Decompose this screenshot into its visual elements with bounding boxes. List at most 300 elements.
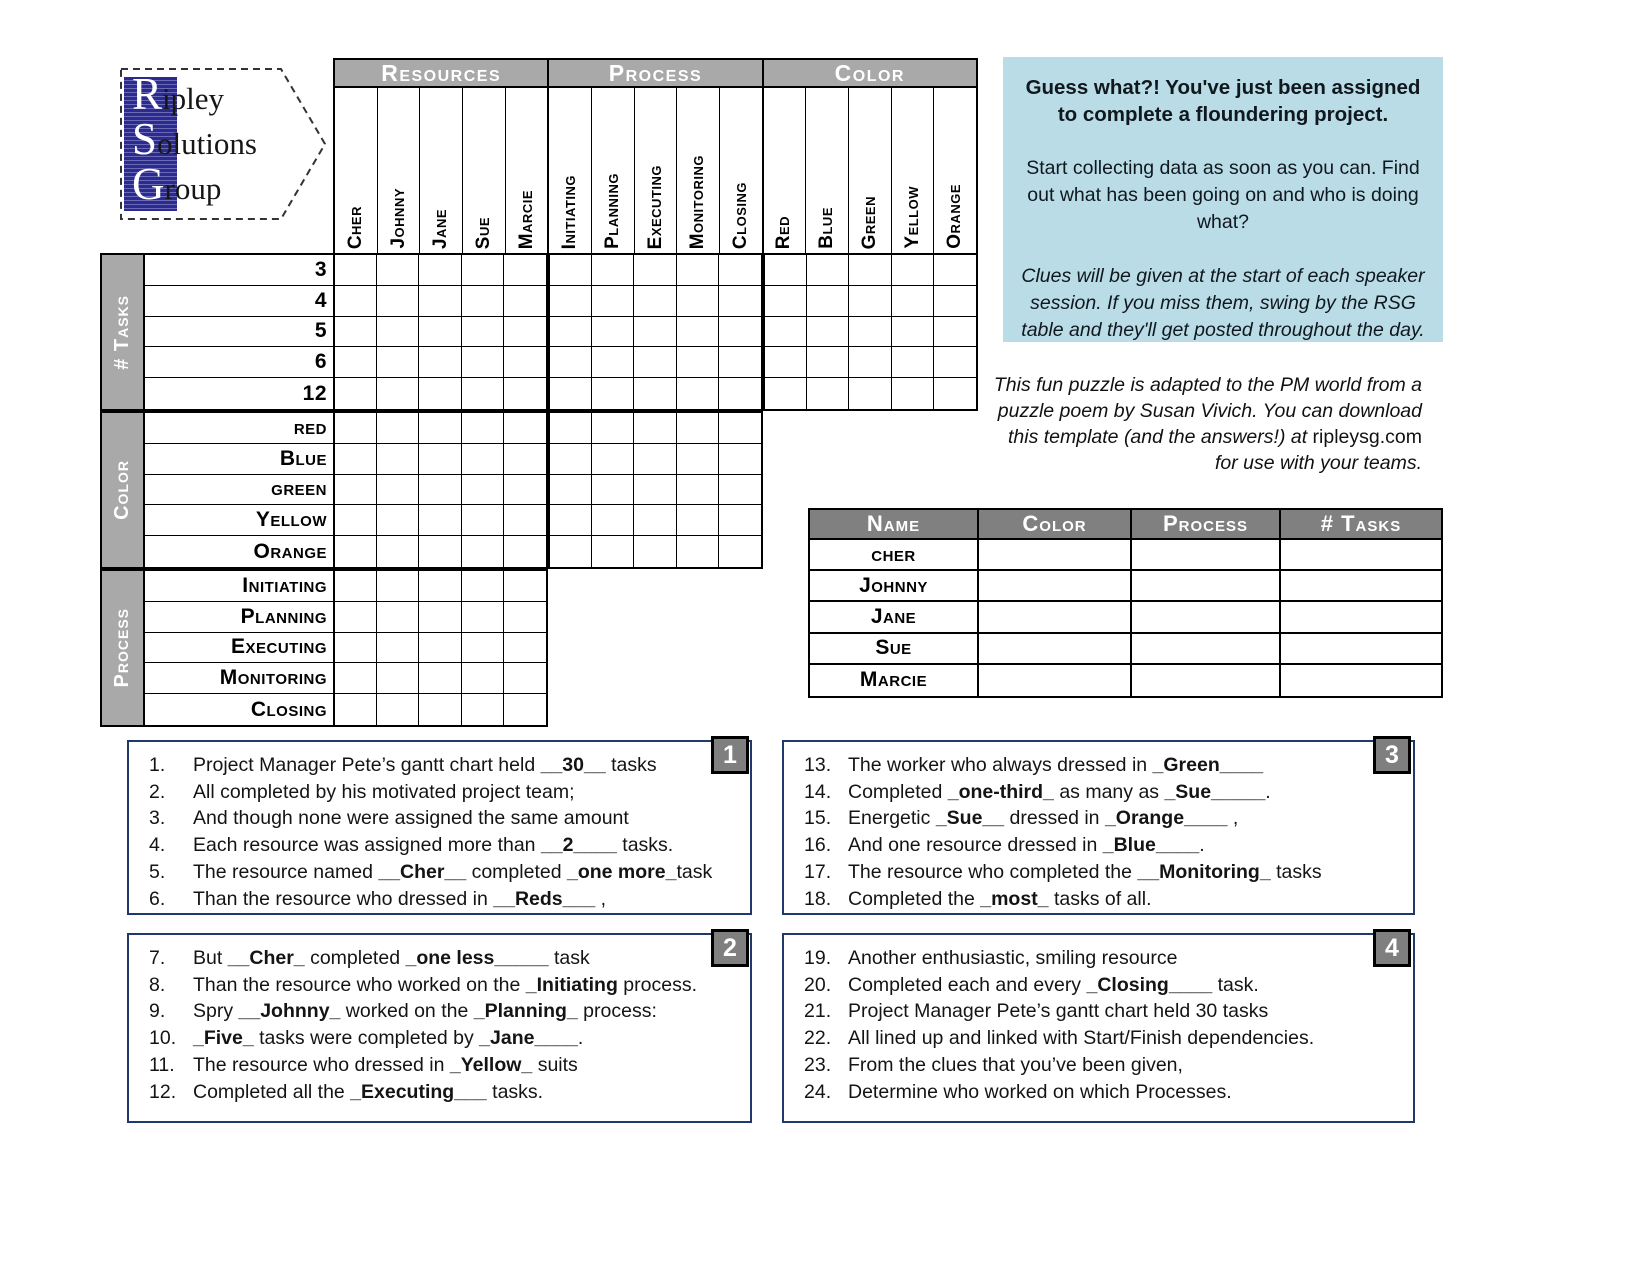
grid-cell[interactable] xyxy=(335,317,377,348)
grid-cell[interactable] xyxy=(934,347,976,378)
grid-cell[interactable] xyxy=(504,694,546,725)
grid-cell[interactable] xyxy=(335,536,377,567)
grid-cell[interactable] xyxy=(677,475,719,506)
column-label-text: Executing xyxy=(644,164,666,249)
grid-cell[interactable] xyxy=(504,536,546,567)
credit-text-before: This fun puzzle is adapted to the PM world from a puzzle poem by Susan Vivich. You can download this template (and the answers!) at xyxy=(993,374,1422,448)
clue-box-2 xyxy=(127,933,752,1123)
grid-cell[interactable] xyxy=(377,602,419,633)
grid-cell[interactable] xyxy=(807,317,849,348)
grid-cell[interactable] xyxy=(504,378,546,409)
clue-line xyxy=(804,886,1407,913)
clue-line xyxy=(804,1079,1407,1106)
grid-block xyxy=(548,411,763,569)
grid-cell[interactable] xyxy=(807,378,849,409)
grid-cell[interactable] xyxy=(677,413,719,444)
credit-note xyxy=(980,372,1422,476)
grid-cell[interactable] xyxy=(592,413,634,444)
clue-number: 20. xyxy=(804,973,832,996)
clue-text: From the clues that you’ve been given, xyxy=(848,1053,1183,1076)
column-label xyxy=(549,88,592,253)
grid-cell[interactable] xyxy=(462,571,504,602)
clue-text: Than the resource who worked on the _Initiating process. xyxy=(193,973,697,996)
grid-cell[interactable] xyxy=(504,602,546,633)
grid-cell[interactable] xyxy=(419,317,461,348)
grid-cell[interactable] xyxy=(377,505,419,536)
clue-text: And one resource dressed in _Blue____. xyxy=(848,834,1205,857)
clue-line xyxy=(804,832,1407,859)
grid-cell[interactable] xyxy=(504,633,546,664)
grid-block xyxy=(763,253,978,411)
row-labels xyxy=(145,411,333,569)
grid-cell[interactable] xyxy=(892,317,934,348)
column-label-text: Sue xyxy=(472,216,494,249)
grid-cell[interactable] xyxy=(592,444,634,475)
clue-number: 12. xyxy=(149,1080,177,1103)
clue-text: Determine who worked on which Processes. xyxy=(848,1080,1232,1103)
grid-cell[interactable] xyxy=(634,378,676,409)
answer-name: cher xyxy=(810,540,979,571)
grid-cell[interactable] xyxy=(462,602,504,633)
clue-number: 24. xyxy=(804,1080,832,1103)
grid-cell[interactable] xyxy=(377,536,419,567)
grid-cell[interactable] xyxy=(719,413,761,444)
column-label-text: Johnny xyxy=(387,188,409,249)
grid-cell[interactable] xyxy=(634,255,676,286)
column-label xyxy=(463,88,506,253)
grid-cell[interactable] xyxy=(677,505,719,536)
column-label xyxy=(720,88,762,253)
grid-cell[interactable] xyxy=(335,475,377,506)
grid-cell[interactable] xyxy=(719,378,761,409)
answer-blank-cell[interactable] xyxy=(979,602,1132,633)
grid-cell[interactable] xyxy=(335,505,377,536)
grid-cell[interactable] xyxy=(550,475,592,506)
grid-cell[interactable] xyxy=(377,571,419,602)
grid-cell[interactable] xyxy=(419,694,461,725)
grid-cell[interactable] xyxy=(504,255,546,286)
clue-text: Completed the _most_ tasks of all. xyxy=(848,887,1152,910)
grid-cell[interactable] xyxy=(765,317,807,348)
grid-cell[interactable] xyxy=(592,255,634,286)
answer-blank-cell[interactable] xyxy=(979,665,1132,696)
grid-cell[interactable] xyxy=(934,378,976,409)
grid-cell[interactable] xyxy=(462,444,504,475)
grid-cell[interactable] xyxy=(335,413,377,444)
grid-cell[interactable] xyxy=(377,413,419,444)
column-label xyxy=(764,88,807,253)
clue-text: Another enthusiastic, smiling resource xyxy=(848,947,1178,969)
grid-cell[interactable] xyxy=(462,633,504,664)
grid-cell[interactable] xyxy=(677,347,719,378)
clue-number: 3. xyxy=(149,807,166,830)
grid-cell[interactable] xyxy=(634,317,676,348)
clue-line xyxy=(149,972,744,999)
callout-heading: Guess what?! You've just been assigned to complete a floundering project. xyxy=(1025,76,1421,126)
answer-blank-cell[interactable] xyxy=(1281,634,1441,665)
grid-cell[interactable] xyxy=(377,255,419,286)
grid-cell[interactable] xyxy=(419,505,461,536)
clue-number: 8. xyxy=(149,973,166,996)
column-label xyxy=(592,88,635,253)
grid-cell[interactable] xyxy=(550,286,592,317)
grid-cell[interactable] xyxy=(419,413,461,444)
grid-cell[interactable] xyxy=(462,536,504,567)
grid-cell[interactable] xyxy=(419,475,461,506)
grid-cell[interactable] xyxy=(504,444,546,475)
clue-text: All lined up and linked with Start/Finish dependencies. xyxy=(848,1027,1315,1050)
grid-cell[interactable] xyxy=(419,378,461,409)
grid-cell[interactable] xyxy=(849,286,891,317)
row-label: Executing xyxy=(145,633,333,664)
clue-number: 6. xyxy=(149,887,166,910)
column-label xyxy=(378,88,421,253)
grid-cell[interactable] xyxy=(892,255,934,286)
clue-line xyxy=(149,832,744,859)
column-label-text: Initiating xyxy=(559,174,581,249)
clue-number: 7. xyxy=(149,947,166,969)
column-label-group xyxy=(333,88,549,253)
grid-cell[interactable] xyxy=(849,347,891,378)
column-group-header: Resources xyxy=(333,58,549,88)
column-label xyxy=(506,88,548,253)
grid-cell[interactable] xyxy=(765,255,807,286)
clue-number: 11. xyxy=(149,1053,175,1076)
grid-cell[interactable] xyxy=(719,317,761,348)
grid-cell[interactable] xyxy=(335,602,377,633)
grid-cell[interactable] xyxy=(462,475,504,506)
grid-cell[interactable] xyxy=(592,505,634,536)
clue-number: 18. xyxy=(804,887,832,910)
grid-cell[interactable] xyxy=(807,286,849,317)
grid-cell[interactable] xyxy=(934,317,976,348)
column-label-text: Planning xyxy=(601,173,623,249)
grid-cell[interactable] xyxy=(462,347,504,378)
row-group-header-text: Color xyxy=(111,460,133,520)
clue-number: 22. xyxy=(804,1027,832,1050)
clue-line xyxy=(804,805,1407,832)
clue-text: Spry __Johnny_ worked on the _Planning_ process: xyxy=(193,1000,657,1023)
grid-cell[interactable] xyxy=(592,378,634,409)
column-label-text: Green xyxy=(858,195,880,249)
grid-cell[interactable] xyxy=(677,286,719,317)
grid-block xyxy=(333,569,548,727)
grid-cell[interactable] xyxy=(634,475,676,506)
grid-cell[interactable] xyxy=(504,571,546,602)
column-label-text: Closing xyxy=(729,181,751,249)
answer-blank-cell[interactable] xyxy=(1281,602,1441,633)
row-label: Closing xyxy=(250,697,327,721)
grid-cell[interactable] xyxy=(550,444,592,475)
row-group-header-text: Process xyxy=(111,608,133,688)
grid-cell[interactable] xyxy=(719,536,761,567)
answer-blank-cell[interactable] xyxy=(1281,571,1441,602)
grid-cell[interactable] xyxy=(462,505,504,536)
grid-cell[interactable] xyxy=(892,378,934,409)
clue-line xyxy=(804,779,1407,806)
callout-body: Start collecting data as soon as you can. Find out what has been going on and who is doing what? xyxy=(1026,157,1420,233)
grid-band-tasks xyxy=(100,253,978,411)
grid-cell[interactable] xyxy=(377,378,419,409)
row-label: 4 xyxy=(145,286,333,317)
logo-word-rest: roup xyxy=(164,171,222,206)
column-label-text: Cher xyxy=(344,205,366,249)
grid-cell[interactable] xyxy=(462,255,504,286)
grid-cell[interactable] xyxy=(335,571,377,602)
clue-badge-1: 1 xyxy=(711,736,749,774)
clue-number: 1. xyxy=(149,754,166,776)
grid-cell[interactable] xyxy=(419,633,461,664)
grid-cell[interactable] xyxy=(677,536,719,567)
clue-number: 23. xyxy=(804,1053,832,1076)
grid-cell[interactable] xyxy=(719,505,761,536)
clue-number: 16. xyxy=(804,834,832,857)
callout-box xyxy=(1003,57,1443,342)
column-label-text: Orange xyxy=(944,184,966,249)
row-label: green xyxy=(145,475,333,506)
answer-name: Jane xyxy=(810,602,979,633)
column-label-text: Jane xyxy=(430,208,452,249)
grid-cell[interactable] xyxy=(462,378,504,409)
grid-cell[interactable] xyxy=(634,444,676,475)
grid-cell[interactable] xyxy=(592,317,634,348)
clue-line xyxy=(804,1025,1407,1052)
answer-blank-cell[interactable] xyxy=(1132,634,1281,665)
grid-cell[interactable] xyxy=(634,413,676,444)
grid-cell[interactable] xyxy=(377,444,419,475)
grid-cell[interactable] xyxy=(719,286,761,317)
answer-blank-cell[interactable] xyxy=(1132,665,1281,696)
grid-cell[interactable] xyxy=(765,347,807,378)
grid-cell[interactable] xyxy=(765,286,807,317)
column-label-text: Blue xyxy=(816,207,838,249)
column-label-group xyxy=(764,88,978,253)
grid-cell[interactable] xyxy=(550,347,592,378)
answer-table-header: Color xyxy=(979,510,1132,540)
clue-number: 9. xyxy=(149,1000,166,1023)
row-label: Monitoring xyxy=(145,663,333,694)
answer-blank-cell[interactable] xyxy=(1281,540,1441,571)
grid-cell[interactable] xyxy=(377,663,419,694)
row-label: Planning xyxy=(145,602,333,633)
column-label-text: Red xyxy=(773,215,795,249)
grid-cell[interactable] xyxy=(335,255,377,286)
row-label: Initiating xyxy=(145,571,333,602)
grid-cell[interactable] xyxy=(719,444,761,475)
column-label xyxy=(806,88,849,253)
grid-cell[interactable] xyxy=(934,286,976,317)
grid-cell[interactable] xyxy=(462,286,504,317)
grid-column-group-bar xyxy=(333,58,978,88)
grid-cell[interactable] xyxy=(892,347,934,378)
row-label: Yellow xyxy=(145,505,333,536)
grid-cell[interactable] xyxy=(592,475,634,506)
grid-cell[interactable] xyxy=(419,286,461,317)
answer-table-header: Name xyxy=(810,510,979,540)
callout-italic-note: Clues will be given at the start of each speaker session. If you miss them, swing by the RSG table and they'll get posted throughout the day. xyxy=(1021,265,1425,341)
row-label: Orange xyxy=(253,539,327,563)
grid-cell[interactable] xyxy=(504,663,546,694)
grid-cell[interactable] xyxy=(335,663,377,694)
grid-cell[interactable] xyxy=(419,347,461,378)
column-group-header: Process xyxy=(549,58,763,88)
grid-cell[interactable] xyxy=(550,505,592,536)
clue-number: 17. xyxy=(804,860,832,883)
clue-line xyxy=(149,1025,744,1052)
grid-cell[interactable] xyxy=(377,475,419,506)
answer-table-header: # Tasks xyxy=(1281,510,1441,540)
grid-cell[interactable] xyxy=(504,286,546,317)
logo-word-rest: olutions xyxy=(157,126,257,161)
clue-text: Energetic _Sue__ dressed in _Orange____ , xyxy=(848,807,1239,830)
grid-cell[interactable] xyxy=(377,286,419,317)
row-group-header xyxy=(100,411,145,569)
column-label-text: Marcie xyxy=(515,189,537,249)
clue-text: Project Manager Pete’s gantt chart held __30__ tasks xyxy=(193,754,657,776)
clue-text: _Five_ tasks were completed by _Jane____. xyxy=(193,1027,584,1050)
answer-blank-cell[interactable] xyxy=(979,571,1132,602)
rsg-logo xyxy=(118,66,330,222)
grid-cell[interactable] xyxy=(849,378,891,409)
grid-cell[interactable] xyxy=(462,694,504,725)
grid-cell[interactable] xyxy=(504,505,546,536)
grid-cell[interactable] xyxy=(419,536,461,567)
logo-word-rest: ipley xyxy=(162,81,225,116)
grid-cell[interactable] xyxy=(592,347,634,378)
answer-blank-cell[interactable] xyxy=(1132,540,1281,571)
grid-cell[interactable] xyxy=(335,444,377,475)
grid-cell[interactable] xyxy=(550,378,592,409)
grid-cell[interactable] xyxy=(934,255,976,286)
grid-cell[interactable] xyxy=(550,413,592,444)
grid-cell[interactable] xyxy=(462,413,504,444)
grid-cell[interactable] xyxy=(719,255,761,286)
grid-cell[interactable] xyxy=(765,378,807,409)
clue-line xyxy=(804,972,1407,999)
grid-cell[interactable] xyxy=(335,378,377,409)
grid-cell[interactable] xyxy=(592,536,634,567)
clue-number: 2. xyxy=(149,780,166,803)
grid-cell[interactable] xyxy=(550,536,592,567)
answer-name: Sue xyxy=(810,634,979,665)
clue-text: And though none were assigned the same amount xyxy=(193,807,629,830)
grid-cell[interactable] xyxy=(462,663,504,694)
clue-line xyxy=(804,752,1407,779)
grid-cell[interactable] xyxy=(419,444,461,475)
grid-cell[interactable] xyxy=(335,633,377,664)
grid-cell[interactable] xyxy=(592,286,634,317)
grid-cell[interactable] xyxy=(677,378,719,409)
clue-text: Completed _one-third_ as many as _Sue_____. xyxy=(848,780,1271,803)
grid-cell[interactable] xyxy=(504,475,546,506)
grid-cell[interactable] xyxy=(849,317,891,348)
clue-box-3 xyxy=(782,740,1415,915)
row-label: red xyxy=(145,413,333,444)
clue-number: 13. xyxy=(804,754,832,776)
grid-cell[interactable] xyxy=(377,347,419,378)
grid-cell[interactable] xyxy=(377,694,419,725)
grid-cell[interactable] xyxy=(634,347,676,378)
clue-number: 5. xyxy=(149,860,166,883)
grid-block xyxy=(548,253,763,411)
grid-cell[interactable] xyxy=(634,536,676,567)
clue-line xyxy=(149,779,744,806)
column-label-text: Yellow xyxy=(901,186,923,249)
clue-badge-3: 3 xyxy=(1373,736,1411,774)
clue-badge-4: 4 xyxy=(1373,929,1411,967)
answer-blank-cell[interactable] xyxy=(1132,571,1281,602)
grid-cell[interactable] xyxy=(462,317,504,348)
grid-cell[interactable] xyxy=(419,602,461,633)
grid-cell[interactable] xyxy=(504,347,546,378)
answer-name: Marcie xyxy=(810,665,979,696)
grid-block xyxy=(333,253,548,411)
column-label xyxy=(849,88,892,253)
grid-cell[interactable] xyxy=(550,317,592,348)
grid-cell[interactable] xyxy=(719,475,761,506)
grid-cell[interactable] xyxy=(377,633,419,664)
grid-cell[interactable] xyxy=(335,347,377,378)
grid-cell[interactable] xyxy=(892,286,934,317)
column-label xyxy=(635,88,678,253)
clue-number: 19. xyxy=(804,947,832,969)
row-label: 6 xyxy=(145,347,333,378)
clue-line xyxy=(149,886,744,913)
grid-cell[interactable] xyxy=(807,255,849,286)
row-labels xyxy=(145,569,333,727)
grid-cell[interactable] xyxy=(677,317,719,348)
clue-number: 10. xyxy=(149,1027,177,1050)
column-group-header: Color xyxy=(764,58,978,88)
credit-site-link[interactable]: ripleysg.com xyxy=(1312,426,1422,448)
clue-number: 4. xyxy=(149,834,166,857)
row-group-header xyxy=(100,253,145,411)
grid-cell[interactable] xyxy=(377,317,419,348)
grid-cell[interactable] xyxy=(634,505,676,536)
grid-cell[interactable] xyxy=(677,255,719,286)
grid-cell[interactable] xyxy=(550,255,592,286)
logo-initial: S xyxy=(132,114,158,164)
grid-cell[interactable] xyxy=(634,286,676,317)
grid-cell[interactable] xyxy=(419,663,461,694)
grid-cell[interactable] xyxy=(504,413,546,444)
answer-blank-cell[interactable] xyxy=(1132,602,1281,633)
grid-cell[interactable] xyxy=(677,444,719,475)
answer-blank-cell[interactable] xyxy=(979,634,1132,665)
clue-text: The resource who dressed in _Yellow_ suits xyxy=(193,1053,578,1076)
answer-blank-cell[interactable] xyxy=(979,540,1132,571)
grid-cell[interactable] xyxy=(504,317,546,348)
answer-table-header: Process xyxy=(1132,510,1281,540)
clue-line xyxy=(149,1079,744,1106)
row-group-header-text: # Tasks xyxy=(111,294,133,370)
grid-cell[interactable] xyxy=(419,255,461,286)
clue-line xyxy=(149,805,744,832)
grid-block xyxy=(333,411,548,569)
answer-blank-cell[interactable] xyxy=(1281,665,1441,696)
answer-name: Johnny xyxy=(810,571,979,602)
grid-cell[interactable] xyxy=(719,347,761,378)
grid-cell[interactable] xyxy=(335,694,377,725)
grid-cell[interactable] xyxy=(807,347,849,378)
clue-line xyxy=(149,859,744,886)
clue-text: Each resource was assigned more than __2____ tasks. xyxy=(193,834,674,857)
grid-column-labels xyxy=(333,88,978,253)
grid-cell[interactable] xyxy=(849,255,891,286)
grid-cell[interactable] xyxy=(335,286,377,317)
grid-band-color xyxy=(100,411,763,569)
grid-cell[interactable] xyxy=(419,571,461,602)
